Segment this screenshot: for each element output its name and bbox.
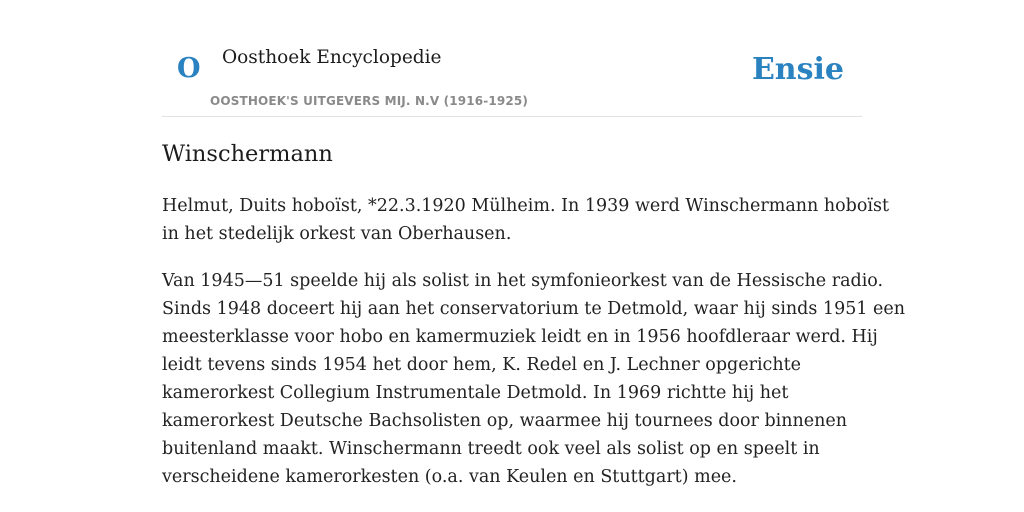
paragraph-line: in het stedelijk orkest van Oberhausen. [162, 224, 512, 244]
content-column [162, 0, 906, 487]
paragraph-line: leidt tevens sinds 1954 het door hem, K. Redel en J. Lechner opgerichte [162, 355, 802, 375]
paragraph-line: meesterklasse voor hobo en kamermuziek leidt en in 1956 hoofdleraar werd. Hij [162, 327, 878, 347]
paragraph-line: buitenland maakt. Winschermann treedt ook veel als solist op en speelt in [162, 439, 820, 459]
paragraph-line: Van 1945—51 speelde hij als solist in het symfonieorkest van de Hessische radio. [162, 271, 884, 291]
paragraph-line: Sinds 1948 doceert hij aan het conservatorium te Detmold, waar hij sinds 1951 een [162, 299, 906, 319]
paragraph-line: kamerorkest Deutsche Bachsolisten op, waarmee hij tournees door binnenen [162, 411, 848, 431]
site-title-link[interactable]: Oosthoek Encyclopedie [222, 47, 442, 68]
ensie-brand-logo[interactable]: Ensie [751, 52, 844, 87]
site-header [162, 0, 862, 117]
site-logo[interactable]: O [177, 53, 201, 84]
paragraph-line: Helmut, Duits hoboïst, *22.3.1920 Mülheim. In 1939 werd Winschermann hoboïst [162, 196, 890, 216]
publisher-label: OOSTHOEK'S UITGEVERS MIJ. N.V (1916-1925) [210, 94, 529, 108]
article-title: Winschermann [162, 141, 333, 167]
paragraph-line: verscheidene kamerorkesten (o.a. van Keulen en Stuttgart) mee. [162, 467, 737, 487]
paragraph-line: kamerorkest Collegium Instrumentale Detmold. In 1969 richtte hij het [162, 383, 789, 403]
article-paragraph-2 [162, 267, 906, 491]
article-paragraph-1 [162, 192, 890, 248]
